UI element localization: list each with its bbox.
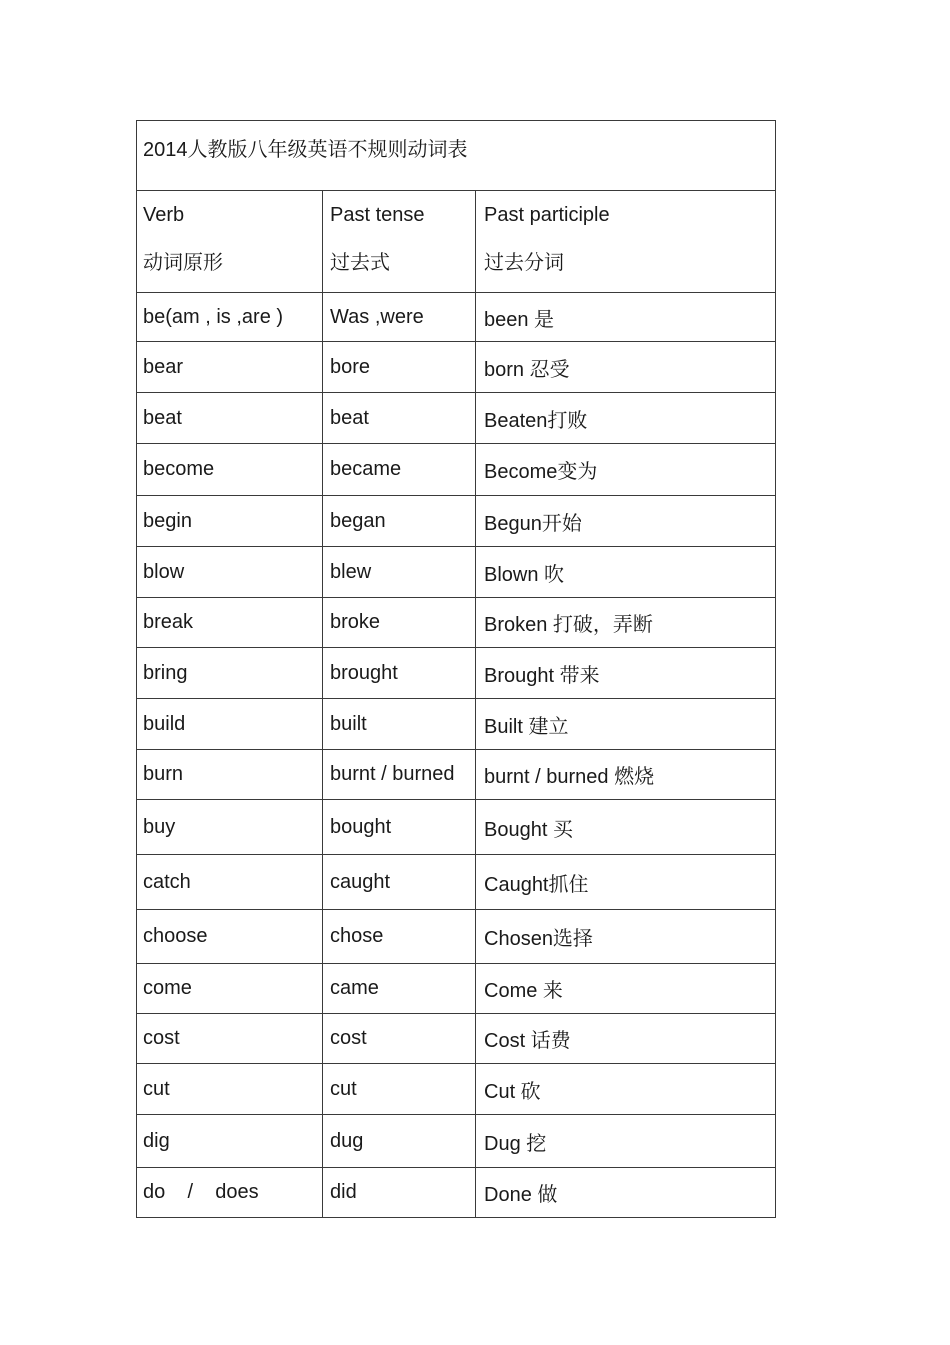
past-tense-cell: brought [323, 648, 476, 699]
past-tense-cell: cut [323, 1064, 476, 1115]
verb-cell: cut [137, 1064, 323, 1115]
table-row [137, 444, 776, 496]
header-past-participle [476, 191, 776, 293]
past-participle-cell: born 忍受 [476, 342, 776, 393]
table-row [137, 699, 776, 750]
table-row [137, 293, 776, 342]
verb-cell: beat [137, 393, 323, 444]
verb-cell: cost [137, 1014, 323, 1064]
verb-cell: begin [137, 496, 323, 547]
past-tense-cell: Was ,were [323, 293, 476, 342]
past-tense-cell: became [323, 444, 476, 496]
table-row [137, 1064, 776, 1115]
irregular-verb-table [136, 120, 776, 1218]
table-row [137, 1014, 776, 1064]
past-participle-cell: Chosen选择 [476, 910, 776, 964]
header-verb-cn: 动词原形 [143, 252, 223, 274]
past-participle-cell: Broken 打破，弄断 [476, 598, 776, 648]
table-row [137, 750, 776, 800]
past-tense-cell: beat [323, 393, 476, 444]
past-tense-cell: began [323, 496, 476, 547]
verb-cell: build [137, 699, 323, 750]
past-tense-cell: did [323, 1168, 476, 1218]
past-tense-cell: broke [323, 598, 476, 648]
past-tense-cell: built [323, 699, 476, 750]
header-row [137, 191, 776, 293]
verb-cell: become [137, 444, 323, 496]
verb-cell: catch [137, 855, 323, 910]
table-row [137, 547, 776, 598]
table-row [137, 964, 776, 1014]
table-row [137, 855, 776, 910]
verb-cell: bring [137, 648, 323, 699]
past-participle-cell: Built 建立 [476, 699, 776, 750]
past-tense-cell: cost [323, 1014, 476, 1064]
verb-cell: do / does [137, 1168, 323, 1218]
table-row [137, 598, 776, 648]
past-participle-cell: Come 来 [476, 964, 776, 1014]
past-participle-cell: been 是 [476, 293, 776, 342]
verb-cell: burn [137, 750, 323, 800]
past-tense-cell: blew [323, 547, 476, 598]
past-tense-cell: burnt / burned [323, 750, 476, 800]
past-participle-cell: Beaten打败 [476, 393, 776, 444]
table-row [137, 1115, 776, 1168]
past-participle-cell: Begun开始 [476, 496, 776, 547]
past-participle-cell: Dug 挖 [476, 1115, 776, 1168]
table-row [137, 648, 776, 699]
past-participle-cell: Become变为 [476, 444, 776, 496]
header-past-tense [323, 191, 476, 293]
past-tense-cell: came [323, 964, 476, 1014]
header-past-participle-en: Past participle [484, 204, 610, 226]
past-tense-cell: bore [323, 342, 476, 393]
header-past-tense-en: Past tense [330, 204, 425, 226]
verb-cell: be(am , is ,are ) [137, 293, 323, 342]
verb-cell: blow [137, 547, 323, 598]
past-participle-cell: Cost 话费 [476, 1014, 776, 1064]
verb-cell: break [137, 598, 323, 648]
table-row [137, 342, 776, 393]
past-participle-cell: Brought 带来 [476, 648, 776, 699]
table-row [137, 496, 776, 547]
past-participle-cell: Caught抓住 [476, 855, 776, 910]
header-verb-en: Verb [143, 204, 185, 226]
past-tense-cell: chose [323, 910, 476, 964]
past-tense-cell: caught [323, 855, 476, 910]
verb-cell: choose [137, 910, 323, 964]
past-participle-cell: Done 做 [476, 1168, 776, 1218]
table-row [137, 800, 776, 855]
header-verb [137, 191, 323, 293]
table-row [137, 393, 776, 444]
title-row [137, 121, 776, 191]
past-participle-cell: Cut 砍 [476, 1064, 776, 1115]
verb-cell: come [137, 964, 323, 1014]
table-title: 2014人教版八年级英语不规则动词表 [137, 121, 776, 191]
past-tense-cell: dug [323, 1115, 476, 1168]
verb-cell: buy [137, 800, 323, 855]
header-past-participle-cn: 过去分词 [484, 252, 564, 274]
past-participle-cell: Blown 吹 [476, 547, 776, 598]
verb-cell: dig [137, 1115, 323, 1168]
past-tense-cell: bought [323, 800, 476, 855]
past-participle-cell: burnt / burned 燃烧 [476, 750, 776, 800]
verb-cell: bear [137, 342, 323, 393]
past-participle-cell: Bought 买 [476, 800, 776, 855]
table-row [137, 910, 776, 964]
header-past-tense-cn: 过去式 [330, 252, 390, 274]
table-row [137, 1168, 776, 1218]
